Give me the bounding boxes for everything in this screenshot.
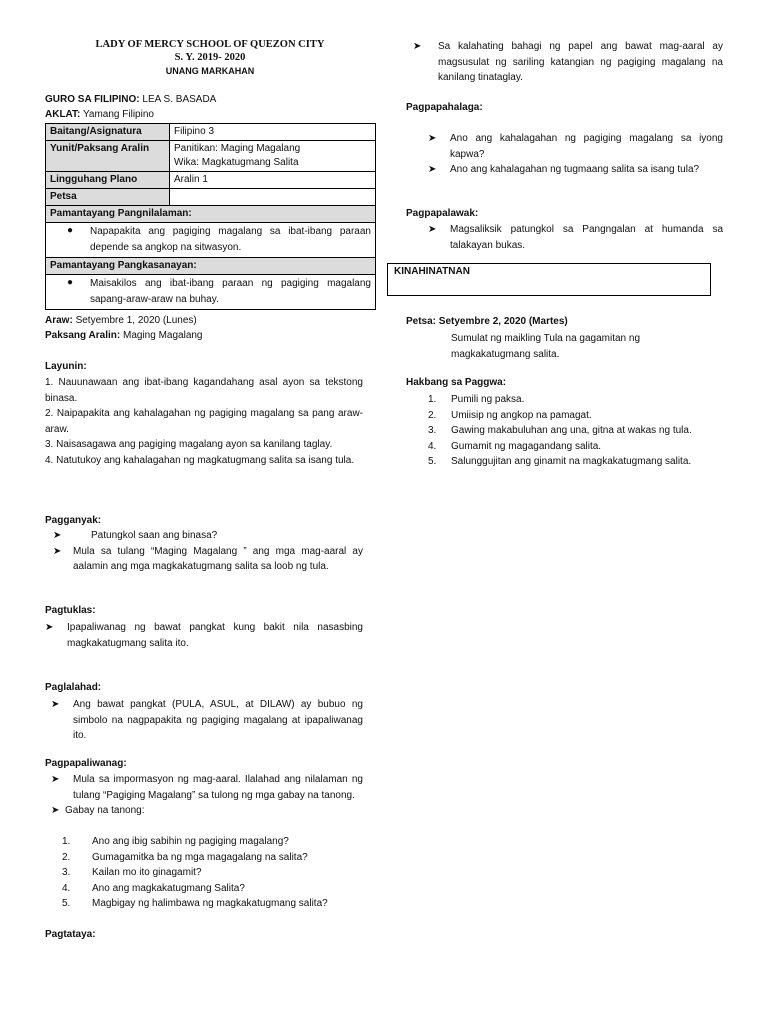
list-item: [62, 834, 362, 850]
pagpapahalaga-heading: Pagpapahalaga:: [406, 102, 483, 113]
list-item-text: Patungkol saan ang binasa?: [91, 530, 218, 541]
list-item: 3. Naisasagawa ang pagiging magalang ayon sa kanilang taglay.: [45, 439, 333, 450]
list-item: [53, 544, 363, 575]
list-item-text: Ano ang kahalagahan ng pagiging magalang sa iyong kapwa?: [450, 133, 723, 160]
layunin-list: [45, 375, 363, 468]
table-value-line: Panitikan: Maging Magalang: [174, 143, 301, 154]
list-item-text: Salunggujitan ang ginamit na magkakatugmang salita.: [451, 456, 692, 467]
pagtuklas-heading: Pagtuklas:: [45, 605, 96, 616]
list-item: [413, 39, 723, 86]
list-item: [62, 850, 362, 866]
table-value: Aralin 1: [170, 172, 376, 189]
list-item-text: Mula sa tulang “Maging Magalang ” ang mga mag-aaral ay aalamin ang mga magkakatugmang salita sa loob ng tula.: [73, 545, 363, 572]
list-number: 1.: [62, 836, 71, 847]
hakbang-heading: Hakbang sa Paggwa:: [406, 377, 507, 388]
list-item: 4. Natutukoy ang kahalagahan ng magkatugmang salita sa isang tula.: [45, 454, 355, 466]
list-item: [428, 423, 723, 439]
pangnilalaman-label: Pamantayang Pangnilalaman:: [46, 206, 376, 223]
school-year: S. Y. 2019- 2020: [174, 52, 246, 63]
pagpapalawak-list: [428, 222, 723, 253]
arrow-bullet-icon: ➤: [51, 774, 60, 785]
list-item: [428, 439, 723, 455]
list-item-text: Magsaliksik patungkol sa Pangngalan at humanda sa talakayan bukas.: [450, 224, 723, 251]
right-top-list: [413, 39, 723, 86]
list-item-text: Ano ang magkakatugmang Salita?: [92, 882, 245, 894]
arrow-bullet-icon: ➤: [428, 224, 437, 235]
pagpapaliwanag-heading: Pagpapaliwanag:: [45, 758, 127, 769]
list-item: [428, 392, 723, 408]
list-item-text: Ipapaliwanag ng bawat pangkat kung bakit nila nasasbing magkakatugmang salita ito.: [67, 622, 363, 649]
list-item-text: Pumili ng paksa.: [451, 394, 525, 405]
list-item: [428, 408, 723, 424]
list-item: 1. Nauunawaan ang ibat-ibang kagandahang asal ayon sa tekstong binasa.: [45, 377, 363, 404]
list-item-text: Magbigay ng halimbawa ng magkakatugmang salita?: [92, 898, 328, 909]
list-number: 4.: [428, 440, 437, 452]
list-item: [51, 803, 363, 819]
gabay-questions: [62, 834, 362, 912]
list-item: [50, 224, 371, 256]
pangkasanayan-cell: [46, 275, 376, 310]
list-item: [51, 697, 363, 744]
list-item-text: Gabay na tanong:: [65, 805, 145, 816]
kinahinatnan-label: KINAHINATNAN: [394, 266, 470, 277]
pagganyak-list: [53, 528, 363, 575]
bullet-icon: ●: [66, 225, 74, 236]
list-item-text: Mula sa impormasyon ng mag-aaral. Ilalahad ang nilalaman ng tulang “Pagiging Magalang” sa tulong ng mga gabay na tanong.: [73, 774, 363, 801]
pangnilalaman-text: Napapakita ang pagiging magalang sa ibat-ibang paraan depende sa angkop na sitwasyon.: [90, 226, 371, 253]
list-item: [45, 620, 363, 651]
sumulat-text: Sumulat ng maikling Tula na gagamitan ng magkakatugmang salita.: [451, 333, 641, 360]
pagpapalawak-heading: Pagpapalawak:: [406, 208, 479, 219]
school-name: LADY OF MERCY SCHOOL OF QUEZON CITY: [95, 39, 325, 50]
table-row: [46, 124, 376, 141]
list-item: [53, 528, 363, 544]
pangnilalaman-cell: [46, 223, 376, 258]
list-item-text: Gumamit ng magagandang salita.: [451, 440, 602, 452]
guro-value: LEA S. BASADA: [142, 94, 217, 105]
table-row: [46, 206, 376, 223]
kinahinatnan-box: [387, 263, 711, 296]
quarter-label: UNANG MARKAHAN: [165, 66, 255, 76]
araw-line: [45, 315, 363, 326]
araw-value: Setyembre 1, 2020 (Lunes): [75, 315, 197, 326]
petsa2-line: [406, 316, 568, 327]
arrow-bullet-icon: ➤: [53, 530, 62, 541]
table-value: [170, 189, 376, 206]
pagganyak-heading: Pagganyak:: [45, 515, 102, 526]
list-number: 3.: [428, 425, 437, 436]
list-item-text: Gawing makabuluhan ang una, gitna at wakas ng tula.: [451, 425, 692, 436]
pagtuklas-list: [45, 620, 363, 651]
guro-line: [45, 94, 375, 105]
list-item: [51, 772, 363, 803]
paglalahad-heading: Paglalahad:: [45, 682, 102, 693]
hakbang-list: [428, 392, 723, 470]
layunin-heading: Layunin:: [45, 361, 87, 372]
list-item: [62, 881, 362, 897]
lesson-info-table: [45, 123, 376, 310]
arrow-bullet-icon: ➤: [53, 545, 62, 557]
list-number: 1.: [428, 394, 437, 405]
aklat-line: [45, 109, 375, 120]
arrow-bullet-icon: ➤: [428, 164, 437, 175]
pangkasanayan-text: Maisakilos ang ibat-ibang paraan ng pagiging magalang sapang-araw-araw na buhay.: [90, 278, 371, 305]
table-row: [46, 141, 376, 172]
arrow-bullet-icon: ➤: [413, 41, 422, 52]
list-item-text: Gumagamitka ba ng mga magagalang na salita?: [92, 851, 308, 863]
list-number: 2.: [62, 851, 71, 863]
list-item: 2. Naipapakita ang kahalagahan ng pagiging magalang sa pang araw-araw.: [45, 408, 363, 435]
list-item: [428, 454, 723, 470]
list-item-text: Umiisip ng angkop na pamagat.: [451, 409, 592, 421]
table-row: [46, 275, 376, 310]
list-number: 3.: [62, 867, 71, 878]
arrow-bullet-icon: ➤: [45, 622, 54, 633]
arrow-bullet-icon: ➤: [51, 699, 60, 710]
bullet-icon: ●: [66, 277, 74, 288]
list-item: [428, 222, 723, 253]
pagtataya-heading: Pagtataya:: [45, 929, 96, 940]
table-row: [46, 189, 376, 206]
list-item-text: Sa kalahating bahagi ng papel ang bawat mag-aaral ay magsusulat ng sariling katangian ng pagiging magalang na kanilang tinataglay.: [438, 41, 723, 83]
table-value: [170, 141, 376, 172]
list-item: [428, 162, 723, 178]
list-number: 5.: [428, 456, 437, 467]
paksa-label: Paksang Aralin:: [45, 330, 121, 341]
aklat-value: Yamang Filipino: [82, 109, 154, 120]
arrow-bullet-icon: ➤: [51, 805, 60, 816]
list-number: 2.: [428, 409, 437, 421]
document-header: [45, 38, 375, 78]
paksa-value: Maging Magalang: [123, 330, 203, 341]
table-value-line: Wika: Magkatugmang Salita: [174, 157, 299, 168]
arrow-bullet-icon: ➤: [428, 133, 437, 144]
table-row: [46, 223, 376, 258]
table-key: Lingguhang Plano: [46, 172, 170, 189]
list-item-text: Ang bawat pangkat (PULA, ASUL, at DILAW) ay bubuo ng simbolo na nagpapakita ng pagiging magalang at ipapaliwanag ito.: [73, 699, 363, 741]
table-row: [46, 258, 376, 275]
list-number: 4.: [62, 882, 71, 894]
list-item: [50, 276, 371, 308]
table-value: Filipino 3: [170, 124, 376, 141]
araw-label: Araw:: [45, 315, 73, 326]
guro-label: GURO SA FILIPINO:: [45, 94, 140, 105]
list-item-text: Kailan mo ito ginagamit?: [92, 867, 202, 878]
paglalahad-list: [51, 697, 363, 744]
paksa-line: [45, 330, 363, 341]
aklat-label: AKLAT:: [45, 109, 81, 120]
list-item-text: Ano ang kahalagahan ng tugmaang salita sa isang tula?: [450, 164, 700, 175]
list-item: [62, 896, 362, 912]
table-key: Yunit/Paksang Aralin: [46, 141, 170, 172]
table-key: Baitang/Asignatura: [46, 124, 170, 141]
list-item: [62, 865, 362, 881]
list-number: 5.: [62, 898, 71, 909]
table-row: [46, 172, 376, 189]
pagpapahalaga-list: [428, 131, 723, 178]
petsa2-label: Petsa:: [406, 316, 437, 327]
list-item-text: Ano ang ibig sabihin ng pagiging magalang?: [92, 836, 289, 847]
table-key: Petsa: [46, 189, 170, 206]
pagpapaliwanag-list: [51, 772, 363, 819]
petsa2-value: Setyembre 2, 2020 (Martes): [438, 316, 568, 327]
list-item: [428, 131, 723, 162]
pangkasanayan-label: Pamantayang Pangkasanayan:: [46, 258, 376, 275]
